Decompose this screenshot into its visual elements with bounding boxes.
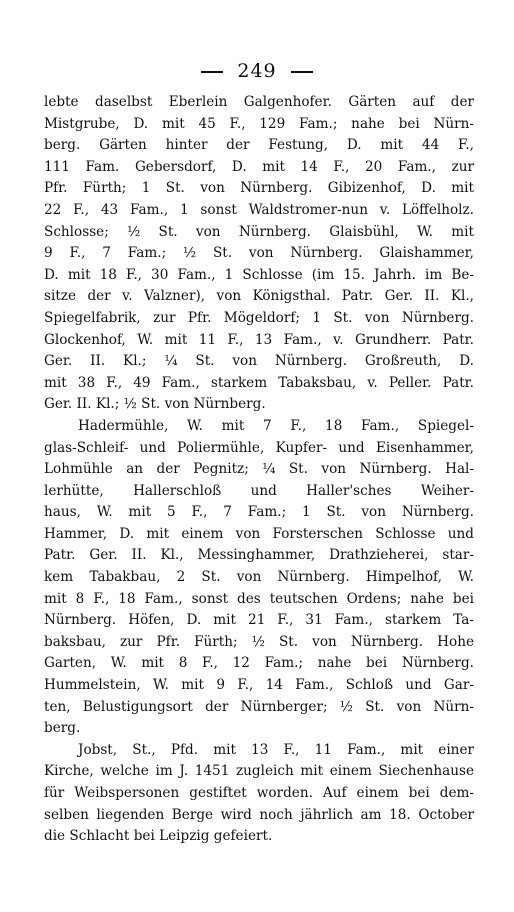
text-line: Lohmühle an der Pegnitz; ¼ St. von Nürnberg. Hal- — [44, 461, 474, 478]
text-line: Hummelstein, W. mit 9 F., 14 Fam., Schloß und Gar- — [44, 677, 474, 694]
text-line: selben liegenden Berge wird noch jährlich am 18. October — [44, 806, 474, 823]
text-line: lerhütte, Hallerschloß und Haller'sches Weiher- — [44, 482, 474, 499]
text-line: 9 F., 7 Fam.; ½ St. von Nürnberg. Glaishammer, — [44, 245, 474, 262]
text-line: Hammer, D. mit einem von Forsterschen Schlosse und — [44, 525, 474, 542]
text-line: Kirche, welche im J. 1451 zugleich mit einem Siechenhause — [44, 763, 474, 780]
text-line: Nürnberg. Höfen, D. mit 21 F., 31 Fam., starkem Ta- — [44, 612, 474, 629]
text-line: baksbau, zur Pfr. Fürth; ½ St. von Nürnberg. Hohe — [44, 633, 474, 650]
body-text — [44, 92, 474, 848]
text-line: Pfr. Fürth; 1 St. von Nürnberg. Gibizenhof, D. mit — [44, 180, 474, 197]
text-line: für Weibspersonen gestiftet worden. Auf einem bei dem- — [44, 785, 474, 801]
text-line: 22 F., 43 Fam., 1 sonst Waldstromer-nun v. Löffelholz. — [44, 201, 474, 218]
page-number: 249 — [237, 60, 277, 82]
text-line: kem Tabakbau, 2 St. von Nürnberg. Himpelhof, W. — [44, 569, 474, 586]
text-line: lebte daselbst Eberlein Galgenhofer. Gärten auf der — [44, 94, 474, 110]
text-line: mit 8 F., 18 Fam., sonst des teutschen Ordens; nahe bei — [44, 590, 474, 607]
text-line: Schlosse; ½ St. von Nürnberg. Glaisbühl, W. mit — [44, 223, 474, 240]
text-line: Spiegelfabrik, zur Pfr. Mögeldorf; 1 St. von Nürnberg. — [44, 309, 474, 326]
text-line: mit 38 F., 49 Fam., starkem Tabaksbau, v. Peller. Patr. — [44, 374, 474, 391]
text-line: haus, W. mit 5 F., 7 Fam.; 1 St. von Nürnberg. — [44, 504, 474, 521]
text-line: Glockenhof, W. mit 11 F., 13 Fam., v. Grundherr. Patr. — [44, 331, 474, 348]
text-line: Ger. II. Kl.; ¼ St. von Nürnberg. Großreuth, D. — [44, 353, 474, 370]
text-line: 111 Fam. Gebersdorf, D. mit 14 F., 20 Fam., zur — [44, 158, 474, 175]
text-line: Patr. Ger. II. Kl., Messinghammer, Drathzieherei, star- — [44, 547, 474, 564]
text-line: glas-Schleif- und Poliermühle, Kupfer- und Eisenhammer, — [44, 439, 474, 456]
text-line: Mistgrube, D. mit 45 F., 129 Fam.; nahe bei Nürn- — [44, 115, 474, 132]
text-line: berg. — [44, 720, 81, 737]
text-line: berg. Gärten hinter der Festung, D. mit 44 F., — [44, 137, 474, 154]
text-line: D. mit 18 F., 30 Fam., 1 Schlosse (im 15. Jahrh. im Be- — [44, 266, 474, 283]
text-line: die Schlacht bei Leipzig gefeiert. — [44, 828, 273, 845]
text-line: ten, Belustigungsort der Nürnberger; ½ St. von Nürn- — [44, 698, 474, 715]
text-line: sitze der v. Valzner), von Königsthal. Patr. Ger. II. Kl., — [44, 288, 474, 305]
header-dash-left — [201, 71, 223, 73]
text-line: Ger. II. Kl.; ½ St. von Nürnberg. — [44, 396, 266, 413]
text-line: Garten, W. mit 8 F., 12 Fam.; nahe bei Nürnberg. — [44, 655, 474, 672]
text-line: Hadermühle, W. mit 7 F., 18 Fam., Spiegel- — [78, 417, 474, 434]
text-line: Jobst, St., Pfd. mit 13 F., 11 Fam., mit einer — [78, 741, 474, 758]
header-dash-right — [291, 71, 313, 73]
page-header — [0, 60, 514, 82]
